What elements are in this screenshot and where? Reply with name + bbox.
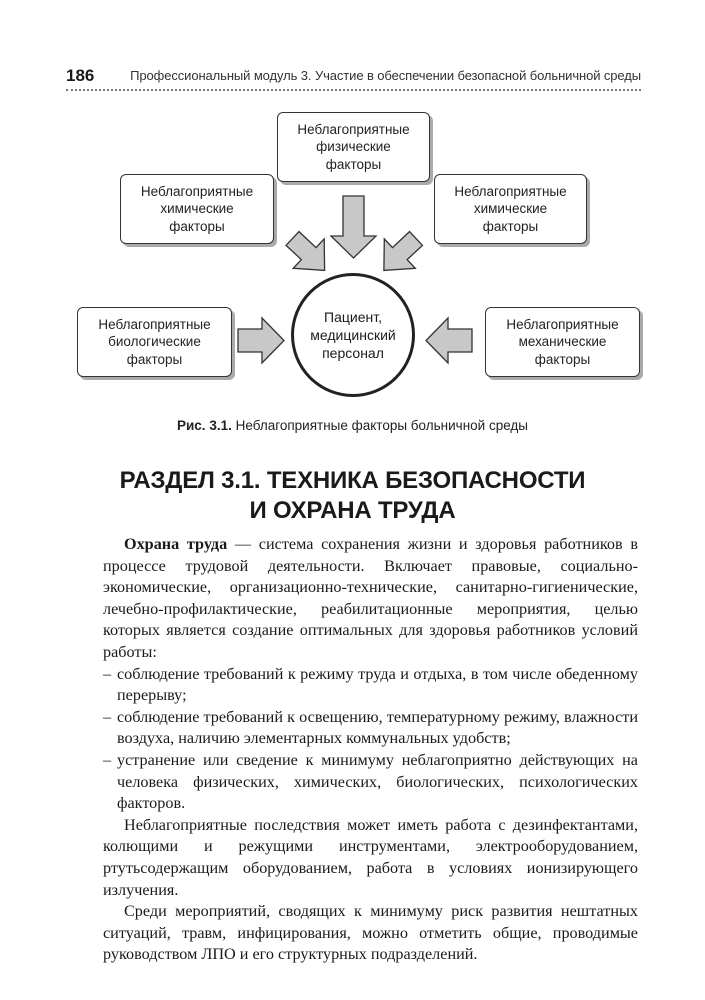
list-item-text: соблюдение требований к режиму труда и отдыха, в том числе обеденному перерыву;	[117, 664, 638, 705]
paragraph-measures: Среди мероприятий, сводящих к минимуму риск развития нештатных ситуаций, травм, инфицирования, можно отметить общие, проводимые руководством ЛПО и его структурных подразделений.	[103, 902, 638, 964]
definition-paragraph	[103, 534, 638, 664]
page-header	[66, 66, 641, 90]
list-dash: –	[103, 707, 112, 726]
caption-text: Неблагоприятные факторы больничной среды	[235, 418, 528, 433]
list-item	[103, 750, 638, 815]
factor-chemical-left-box: Неблагоприятные химические факторы	[120, 174, 274, 244]
list-item-text: устранение или сведение к минимуму неблагоприятно действующих на человека физических, химических, биологических, психологических факторов.	[117, 750, 638, 813]
caption-label: Рис. 3.1.	[177, 418, 232, 433]
arrow-chemical-right	[384, 232, 423, 271]
factor-biological-box: Неблагоприятные биологические факторы	[77, 307, 232, 377]
header-rule	[66, 89, 641, 91]
figure-diagram	[0, 100, 705, 415]
arrow-physical	[331, 196, 376, 258]
page-number: 186	[66, 66, 95, 85]
section-title: РАЗДЕЛ 3.1. ТЕХНИКА БЕЗОПАСНОСТИ И ОХРАНА ТРУДА	[119, 467, 586, 524]
factor-chemical-right-box: Неблагоприятные химические факторы	[434, 174, 587, 244]
term-labor-protection: Охрана труда	[124, 535, 228, 553]
body-text	[103, 534, 638, 966]
figure-caption	[0, 418, 705, 433]
arrow-biological	[238, 318, 284, 363]
list-item	[103, 664, 638, 707]
definition-text: — система сохранения жизни и здоровья работников в процессе трудовой деятельности. Включает правовые, социально-экономические, организационно-технические, санитарно-гигиенические, лечебно-профилактические, реабилитационные мероприятия, целью которых является создание оптимальных для здоровья работников условий работы:	[103, 535, 638, 661]
conditions-list	[103, 664, 638, 815]
list-item-text: соблюдение требований к освещению, температурному режиму, влажности воздуха, наличию элементарных коммунальных удобств;	[117, 707, 638, 748]
paragraph-hazards: Неблагоприятные последствия может иметь работа с дезинфектантами, колющими и режущими инструментами, электрооборудованием, ртутьсодержащим оборудованием, работа в условиях ионизирующего излучения.	[103, 815, 638, 899]
factor-mechanical-box: Неблагоприятные механические факторы	[485, 307, 640, 377]
center-patient-staff: Пациент, медицинский персонал	[291, 273, 415, 397]
arrow-chemical-left	[286, 232, 325, 271]
list-dash: –	[103, 664, 112, 683]
running-title: Профессиональный модуль 3. Участие в обеспечении безопасной больничной среды	[130, 68, 641, 83]
arrow-mechanical	[426, 318, 472, 363]
factor-physical-box: Неблагоприятные физические факторы	[277, 112, 430, 182]
list-item	[103, 707, 638, 750]
list-dash: –	[103, 750, 112, 769]
